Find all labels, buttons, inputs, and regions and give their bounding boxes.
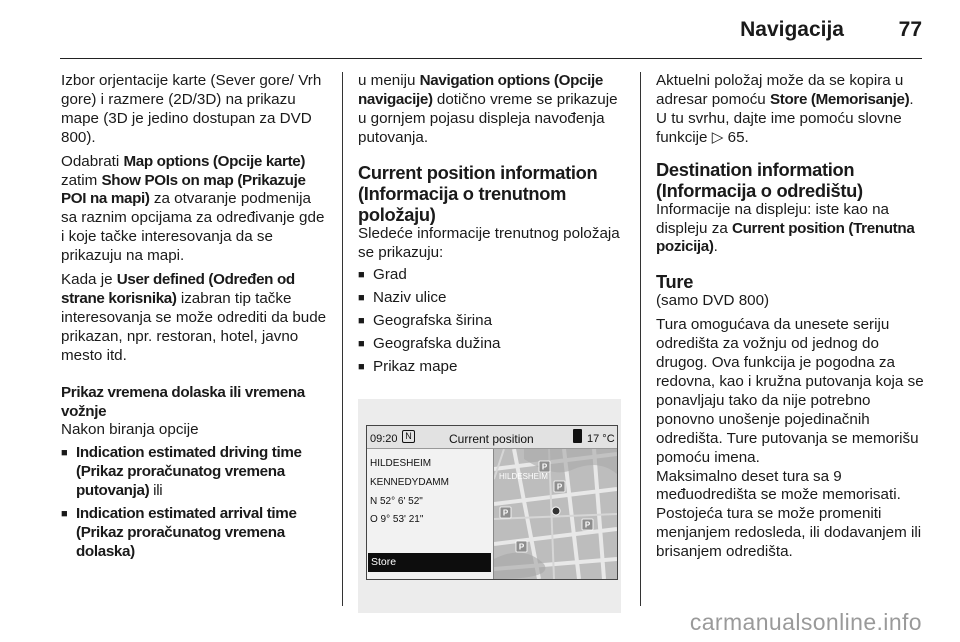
menu-term: Indication estimated driving time (Prikaz proračunatog vremena putovanja) [76,444,302,500]
text: . U tu svrhu, dajte ime pomoću slovne funkcije [656,90,914,146]
column-divider [640,72,641,606]
watermark: carmanualsonline.info [689,609,922,635]
paragraph: Sledeće informacije trenutnog položaja se prikazuju: [358,224,620,261]
menu-term: User defined (Određen od strane korisnika) [61,271,295,307]
list-item [61,444,329,501]
menu-term: Current position (Trenutna pozicija) [656,219,915,256]
column-3 [656,72,926,567]
text: Aktuelni položaj može da se kopira u adresar pomoću [656,72,904,108]
compass-icon: N [402,430,415,443]
text: ili [149,482,163,500]
store-button[interactable]: Store [368,553,491,572]
list-item: ■ Prikaz mape [358,358,628,377]
paragraph: Tura omogućava da unesete seriju odredišta za vožnju od jednog do drugog. Ova funkcija je pogodna za redovna, kao i kružna putovanja koja se ponavljaju tako da nije potrebno ponovno unošenje pojedinačnih odredišta. Ture putovanja se memorišu pomoću imena. [656,316,924,466]
info-list [358,266,628,377]
phone-icon [573,429,582,443]
section-heading: Destination information (Informacija o odredištu) [656,158,863,201]
text: za otvaranje podmenija sa raznim opcijama za određivanje gde i koje tačke interesovanja da se prikazuju na mapi. [61,190,325,265]
poi-marker-label: P [502,508,509,518]
chapter-title: Navigacija [740,18,844,41]
page-number: 77 [898,18,922,41]
paragraph [656,201,926,258]
section-heading: Ture [656,271,694,293]
page-reference: ▷ 65. [711,128,749,146]
option-list [61,444,329,561]
map-label: HILDESHEIM [499,471,548,481]
display-status-bar [367,426,617,449]
temperature: 17 °C [587,432,615,445]
text: u meniju [358,72,420,89]
display-title: Current position [449,431,534,446]
column-1 [61,72,329,566]
list-item [61,505,329,562]
menu-term: Indication estimated arrival time (Prikaz proračunatog vremena dolaska) [76,505,297,560]
column-2 [358,72,628,613]
text: zatim [61,171,102,189]
column-divider [342,72,343,606]
page-header [0,0,960,62]
map-view [494,449,617,579]
paragraph [358,72,628,148]
street-value: KENNEDYDAMM [370,476,449,488]
clock: 09:20 [370,432,398,445]
list-item: ■ Grad [358,266,628,285]
menu-term: Navigation options (Opcije navigacije) [358,72,603,108]
poi-marker-label: P [556,482,563,492]
paragraph: Maksimalno deset tura sa 9 međuodredišta se može memorisati. Postojeća tura se može promeniti menjanjem redosleda, ili dodavanjem ili brisanjem odredišta. [656,467,922,561]
latitude-value: N 52° 6' 52" [370,495,423,507]
text: Kada je [61,271,117,289]
display-screenshot [358,399,621,613]
list-item: ■ Geografska dužina [358,335,628,354]
section-heading: Current position information (Informacija o trenutnom položaju) [358,161,598,225]
paragraph [656,72,926,148]
list-item: ■ Geografska širina [358,312,628,331]
paragraph: (samo DVD 800) [656,292,770,310]
longitude-value: O 9° 53' 21" [370,513,424,525]
paragraph [61,271,329,366]
paragraph: Izbor orjentacije karte (Sever gore/ Vrh gore) i razmere (2D/3D) na prikazu mape (3D je jedino dostupan za DVD 800). [61,72,322,146]
text: . [713,238,718,256]
city-value: HILDESHEIM [370,457,432,469]
menu-term: Map options (Opcije karte) [123,152,306,170]
text: izabran tip tačke interesovanja se može odrediti da bude prikazan, npr. restoran, hotel, javno mesto itd. [61,289,327,364]
menu-term: Show POIs on map (Prikazuje POI na mapi) [61,171,306,208]
header-rule [60,58,922,59]
text: Informacije na displeju: iste kao na displeju za [656,200,890,237]
list-item: ■ Naziv ulice [358,289,628,308]
position-marker-icon [552,507,560,515]
menu-term: Store (Memorisanje) [769,90,910,108]
poi-marker-label: P [584,520,591,530]
paragraph [61,153,329,266]
poi-marker-label: P [518,542,525,552]
text: dotično vreme se prikazuje u gornjem pojasu displeja navođenja putovanja. [358,90,618,146]
paragraph: Nakon biranja opcije [61,421,199,439]
position-info-panel [367,449,494,579]
navigation-display [366,425,618,580]
poi-marker-label: P [541,462,548,472]
text: Odabrati [61,152,124,170]
section-heading: Prikaz vremena dolaska ili vremena vožnje [61,383,305,420]
